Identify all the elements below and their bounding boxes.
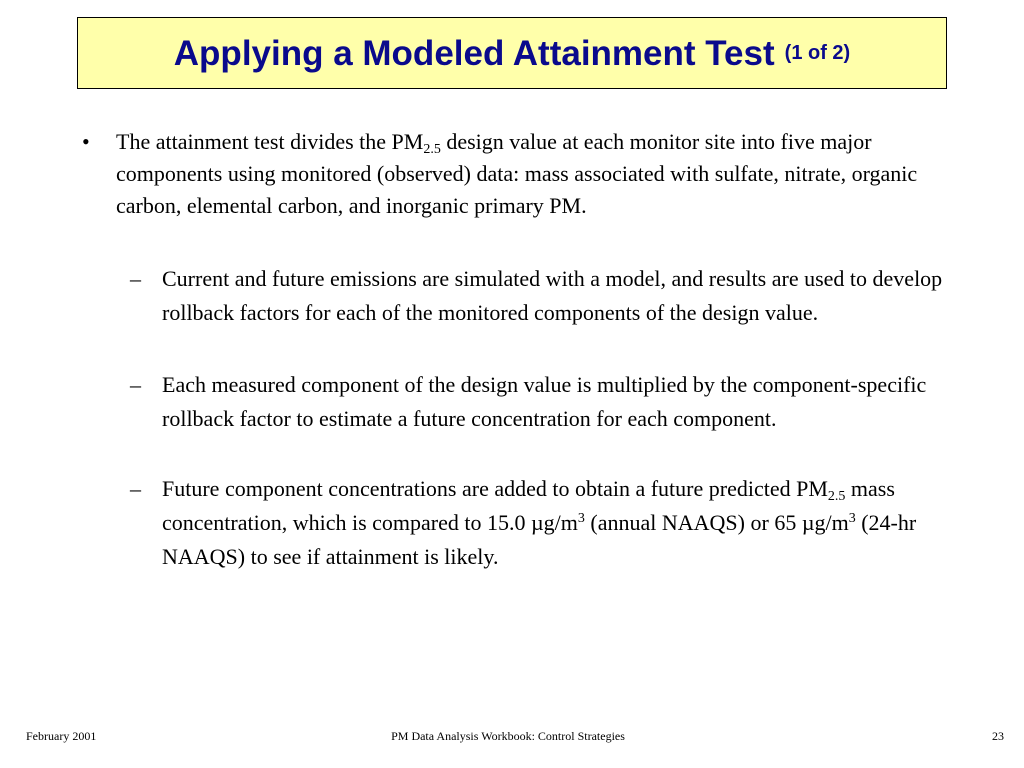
sub-bullet-2 [130, 368, 950, 436]
bullet-main-text [116, 126, 936, 222]
bullet-main-text-part1: The attainment test divides the PM [116, 129, 424, 154]
sub-bullet-marker: – [130, 266, 141, 291]
sub-bullet-3-part2: mass concentration, which is compared to 15.0 µg/m [162, 476, 895, 535]
footer-page-number: 23 [992, 729, 1004, 743]
sub-bullet-marker: – [130, 476, 141, 501]
sub-bullet-3-part4: (24-hr NAAQS) to see if attainment is likely. [162, 510, 917, 569]
cubic-superscript: 3 [848, 511, 856, 526]
title-box [77, 17, 947, 89]
sub-bullet-3-part1: Future component concentrations are added to obtain a future predicted PM [162, 476, 828, 501]
cubic-superscript: 3 [577, 511, 585, 526]
slide-title: Applying a Modeled Attainment Test [173, 33, 775, 73]
sub-bullet-2-text: Each measured component of the design value is multiplied by the component-specific rollback factor to estimate a future concentration for each component. [162, 372, 927, 431]
sub-bullet-3-text [162, 472, 952, 574]
bullet-marker: • [82, 129, 90, 154]
footer-date: February 2001 [26, 729, 97, 743]
sub-bullet-3 [130, 472, 950, 574]
pm-subscript: 2.5 [423, 142, 441, 157]
footer-title: PM Data Analysis Workbook: Control Strategies [391, 729, 625, 743]
pm-subscript: 2.5 [827, 489, 846, 504]
sub-bullet-3-part3: (annual NAAQS) or 65 µg/m [584, 510, 849, 535]
sub-bullet-1-text: Current and future emissions are simulated with a model, and results are used to develop rollback factors for each of the monitored components of the design value. [162, 266, 943, 325]
bullet-main-text-part2: design value at each monitor site into five major components using monitored (observed) data: mass associated with sulfate, nitrate, organic carbon, elemental carbon, and inorganic primary PM. [116, 129, 918, 218]
slide-title-suffix: (1 of 2) [784, 41, 851, 64]
bullet-main [82, 126, 962, 222]
sub-bullet-marker: – [130, 372, 141, 397]
sub-bullet-1 [130, 262, 950, 330]
